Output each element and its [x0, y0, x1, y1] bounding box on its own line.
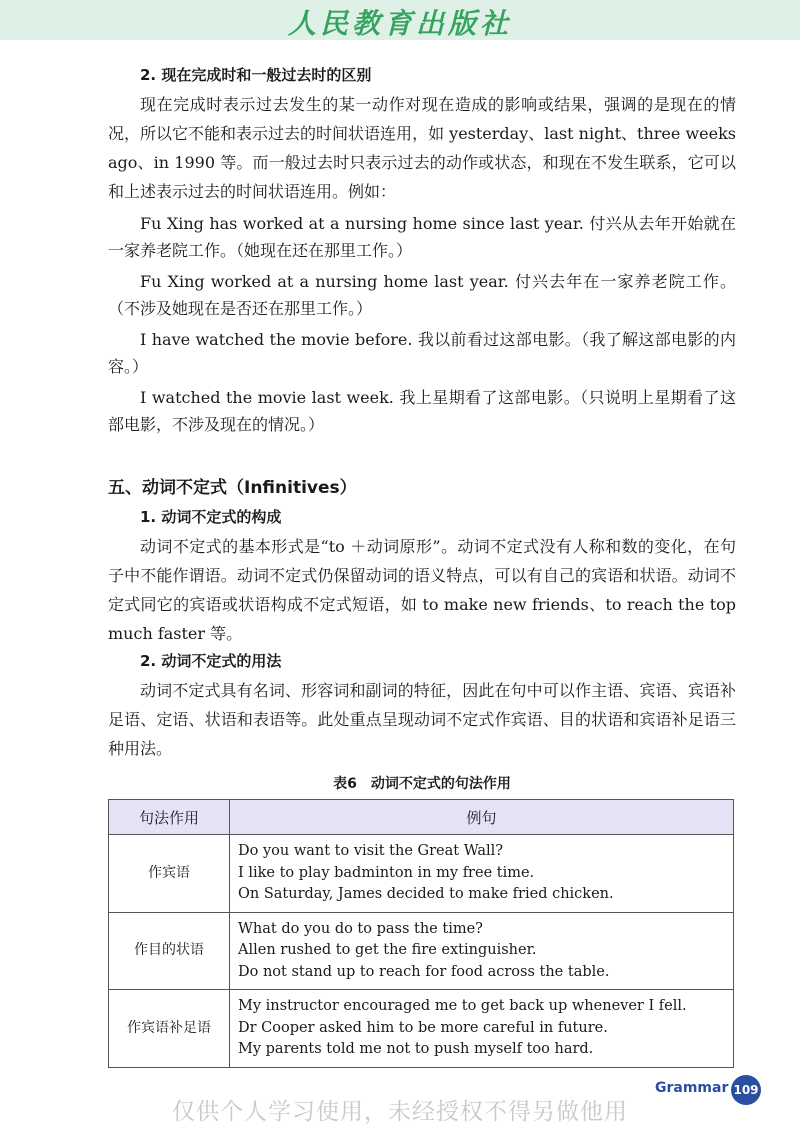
example-line: On Saturday, James decided to make fried chicken. — [238, 886, 614, 902]
example-line: My instructor encouraged me to get back up whenever I fell. — [238, 998, 687, 1014]
page-number-badge: 109 — [731, 1075, 761, 1105]
section-heading-infinitives: 五、动词不定式（Infinitives） — [108, 478, 357, 498]
function-cell: 作宾语 — [109, 835, 230, 913]
example-line: Do not stand up to reach for food across the table. — [238, 963, 610, 980]
example-line: My parents told me not to push myself too hard. — [238, 1041, 594, 1057]
example-sentence: I have watched the movie before. 我以前看过这部电影。（我了解这部电影的内容。） — [108, 330, 736, 376]
example-line: What do you do to pass the time? — [238, 920, 483, 937]
subheading-infinitive-usage: 2. 动词不定式的用法 — [140, 652, 282, 670]
examples-cell — [230, 835, 734, 913]
example-line: I like to play badminton in my free time. — [238, 864, 535, 881]
paragraph-tense-difference: 现在完成时表示过去发生的某一动作对现在造成的影响或结果，强调的是现在的情况，所以它不能和表示过去的时间状语连用，如 yesterday、last night、three weeks ago、in 1990 等。而一般过去时只表示过去的动作或状态，和现在不发生联系，它可以和上述表示过去的时间状语连用。例如： — [108, 95, 736, 201]
example-line: Allen rushed to get the fire extinguisher. — [238, 942, 537, 958]
watermark: 仅供个人学习使用，未经授权不得另做他用 — [172, 1099, 628, 1125]
table-row — [109, 990, 734, 1068]
example-sentence: I watched the movie last week. 我上星期看了这部电影。（只说明上星期看了这部电影，不涉及现在的情况。） — [108, 388, 736, 434]
examples-cell — [230, 990, 734, 1068]
function-cell: 作宾语补足语 — [109, 990, 230, 1068]
table-row — [109, 835, 734, 913]
publisher-logo: 人民教育出版社 — [287, 7, 512, 40]
paragraph-infinitive-usage: 动词不定式具有名词、形容词和副词的特征，因此在句中可以作主语、宾语、宾语补足语、定语、状语和表语等。此处重点呈现动词不定式作宾语、目的状语和宾语补足语三种用法。 — [108, 681, 736, 758]
table-row — [109, 912, 734, 990]
examples-cell — [230, 912, 734, 990]
example-sentence: Fu Xing has worked at a nursing home since last year. 付兴从去年开始就在一家养老院工作。（她现在还在那里工作。） — [108, 214, 736, 260]
footer-section-label: Grammar — [655, 1080, 729, 1096]
page-content — [108, 62, 736, 1068]
example-line: Do you want to visit the Great Wall? — [238, 843, 504, 859]
table-caption: 表6 动词不定式的句法作用 — [333, 776, 511, 792]
infinitive-usage-table — [108, 799, 734, 1068]
function-cell: 作目的状语 — [109, 912, 230, 990]
column-header-function: 句法作用 — [109, 800, 230, 835]
column-header-examples: 例句 — [230, 800, 734, 835]
paragraph-infinitive-form: 动词不定式的基本形式是“to ＋动词原形”。动词不定式没有人称和数的变化，在句子中不能作谓语。动词不定式仍保留动词的语义特点，可以有自己的宾语和状语。动词不定式同它的宾语或状语构成不定式短语，如 to make new friends、to reach the top much faster 等。 — [108, 537, 736, 643]
subheading-tense-difference: 2. 现在完成时和一般过去时的区别 — [140, 66, 372, 84]
subheading-infinitive-form: 1. 动词不定式的构成 — [140, 508, 282, 526]
example-sentence: Fu Xing worked at a nursing home last year. 付兴去年在一家养老院工作。（不涉及她现在是否还在那里工作。） — [108, 272, 736, 318]
table-header-row — [109, 800, 734, 835]
example-line: Dr Cooper asked him to be more careful in future. — [238, 1019, 608, 1036]
